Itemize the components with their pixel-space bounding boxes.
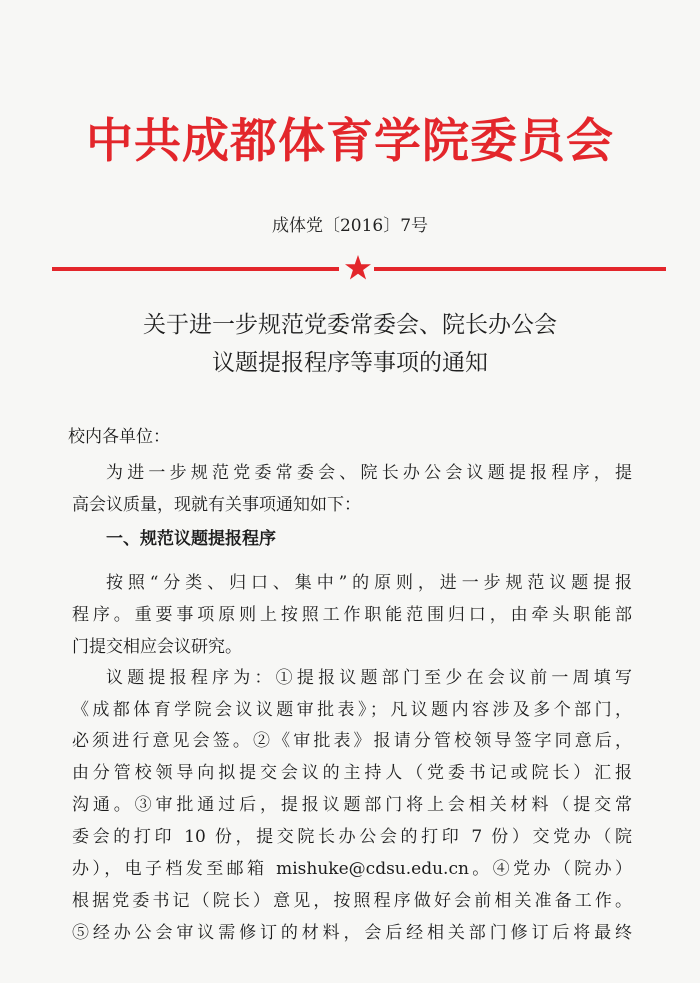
document-number: 成体党〔2016〕7号 [271, 216, 429, 236]
paragraph-line: 门提交相应会议研究。 [72, 637, 242, 657]
salutation: 校内各单位： [68, 427, 170, 447]
org-masthead: 中共成都体育学院委员会 [86, 114, 614, 169]
paragraph-line: 由分管校领导向拟提交会议的主持人（党委书记或院长）汇报 [72, 763, 632, 783]
paragraph-line: ⑤经办公会审议需修订的材料，会后经相关部门修订后将最终 [72, 923, 632, 943]
title-line-2: 议题提报程序等事项的通知 [212, 350, 488, 376]
red-divider-right [374, 267, 666, 271]
paragraph-line: 办），电子档发至邮箱 mishuke@cdsu.edu.cn。④党办（院办） [72, 859, 632, 879]
section-heading: 一、规范议题提报程序 [106, 529, 276, 549]
paragraph-line: 《成都体育学院会议议题审批表》；凡议题内容涉及多个部门， [72, 700, 632, 720]
intro-line: 为进一步规范党委常委会、院长办公会议题提报程序，提 [106, 463, 632, 483]
star-icon [344, 254, 372, 282]
paragraph-line: 委会的打印 10 份，提交院长办公会的打印 7 份）交党办（院 [72, 827, 632, 847]
document-title [0, 306, 700, 382]
paragraph-line: 议题提报程序为：①提报议题部门至少在会议前一周填写 [106, 668, 632, 688]
paragraph-line: 程序。重要事项原则上按照工作职能范围归口，由牵头职能部 [72, 605, 632, 625]
paragraph-line: 必须进行意见会签。②《审批表》报请分管校领导签字同意后， [72, 731, 632, 751]
paragraph-line: 按照“分类、归口、集中”的原则，进一步规范议题提报 [106, 573, 632, 593]
paragraph-line: 沟通。③审批通过后，提报议题部门将上会相关材料（提交常 [72, 795, 632, 815]
intro-line: 高会议质量，现就有关事项通知如下： [72, 495, 361, 515]
red-divider-left [52, 267, 339, 271]
paragraph-line: 根据党委书记（院长）意见，按照程序做好会前相关准备工作。 [72, 891, 632, 911]
title-line-1: 关于进一步规范党委常委会、院长办公会 [143, 312, 557, 338]
